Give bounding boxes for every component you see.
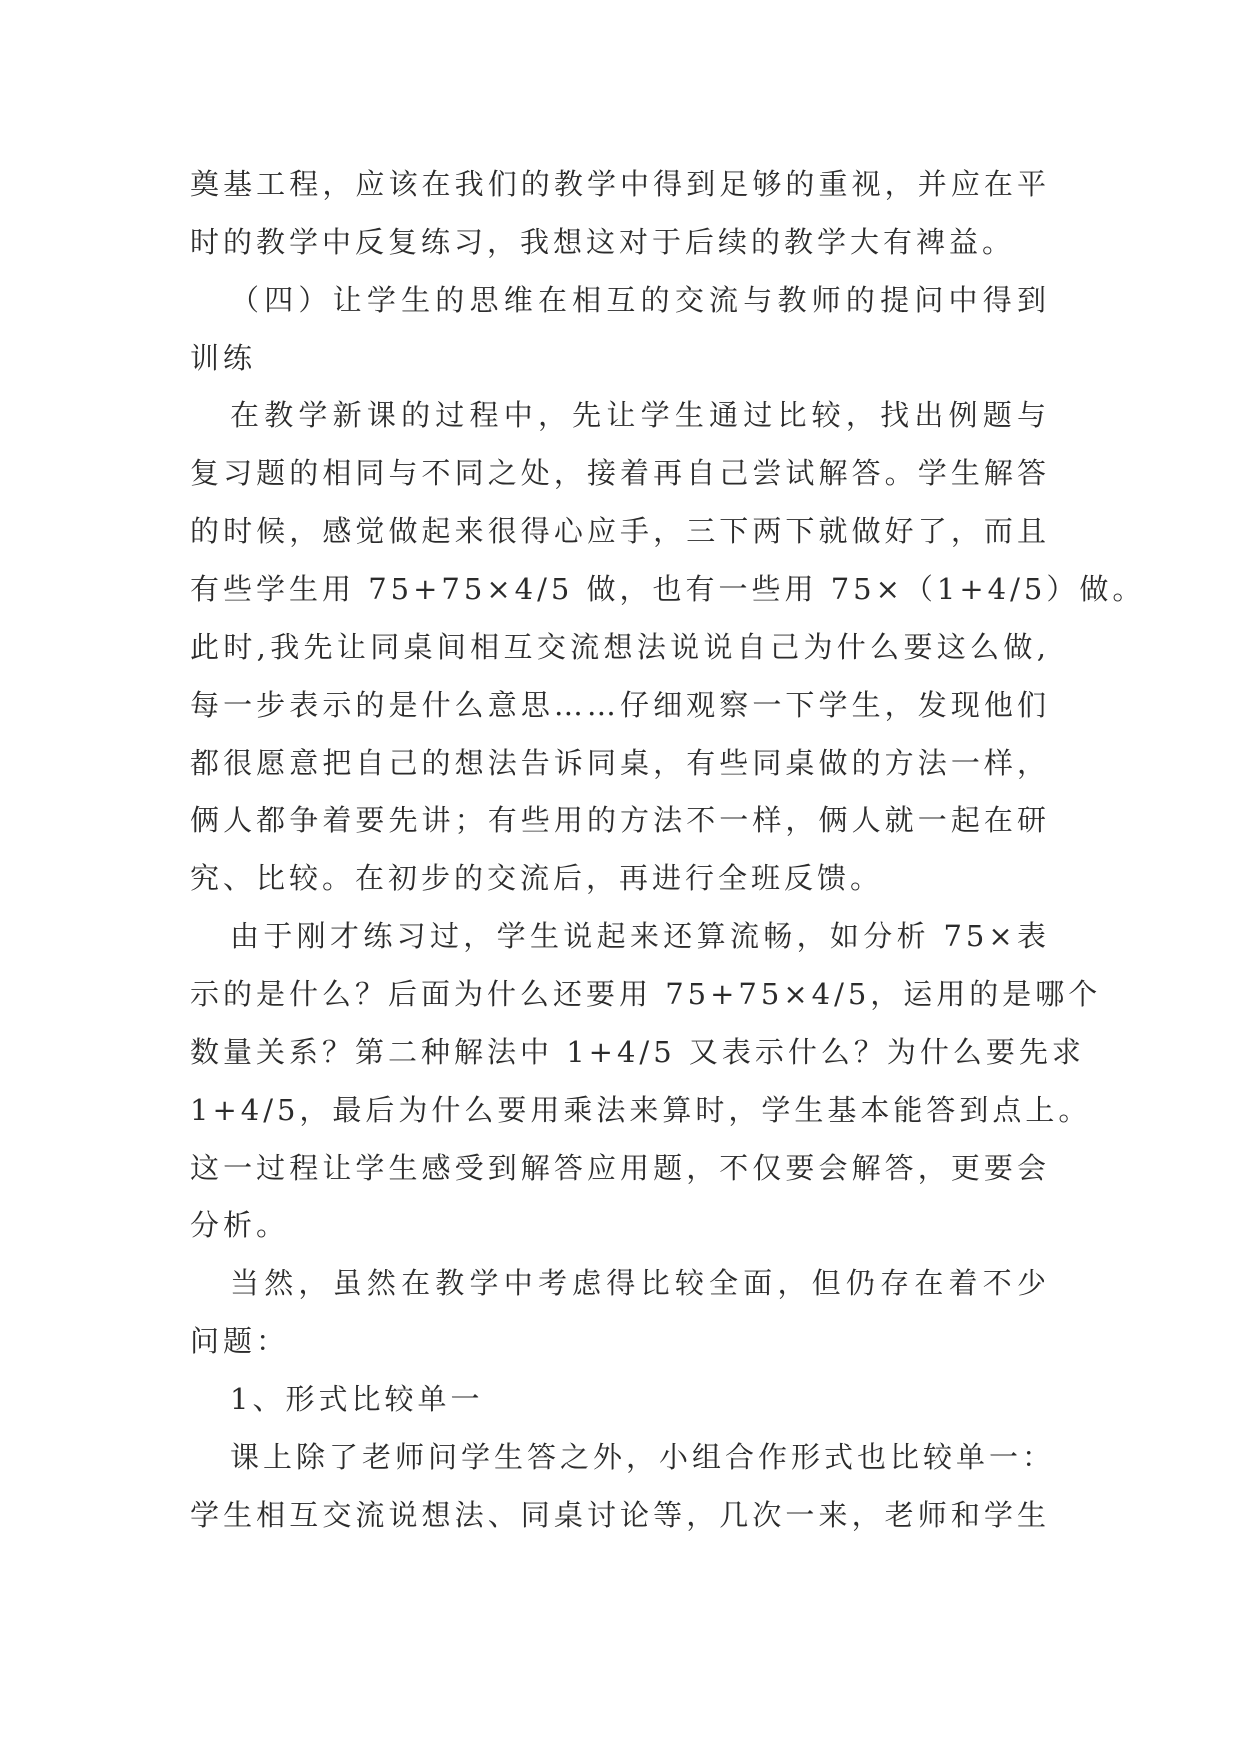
section-heading-line: （四）让学生的思维在相互的交流与教师的提问中得到 <box>230 282 1050 317</box>
text-line: 俩人都争着要先讲；有些用的方法不一样，俩人就一起在研 <box>190 803 1050 838</box>
text-line: 数量关系？第二种解法中 1+4/5 又表示什么？为什么要先求 <box>190 1034 1085 1069</box>
text-line: 奠基工程，应该在我们的教学中得到足够的重视，并应在平 <box>190 167 1050 201</box>
text-line: 每一步表示的是什么意思……仔细观察一下学生，发现他们 <box>190 687 1050 722</box>
text-line: 有些学生用 75+75×4/5 做，也有一些用 75×（1+4/5）做。 <box>190 572 1146 607</box>
text-line: 课上除了老师问学生答之外，小组合作形式也比较单一： <box>230 1439 1056 1474</box>
text-line: 都很愿意把自己的想法告诉同桌，有些同桌做的方法一样， <box>190 745 1050 780</box>
text-line: 究、比较。在初步的交流后，再进行全班反馈。 <box>190 861 884 896</box>
body-text <box>190 156 1146 1545</box>
text-line: 此时,我先让同桌间相互交流想法说说自己为什么要这么做, <box>190 629 1050 664</box>
text-line: 由于刚才练习过，学生说起来还算流畅，如分析 75×表 <box>230 919 1050 954</box>
text-line: 问题： <box>190 1324 290 1359</box>
text-line: 分析。 <box>190 1208 290 1243</box>
text-line: 1+4/5，最后为什么要用乘法来算时，学生基本能答到点上。 <box>190 1092 1092 1127</box>
text-line: 的时候，感觉做起来很得心应手，三下两下就做好了，而且 <box>190 514 1050 549</box>
text-line: 学生相互交流说想法、同桌讨论等，几次一来，老师和学生 <box>190 1497 1050 1532</box>
text-line: 当然，虽然在教学中考虑得比较全面，但仍存在着不少 <box>230 1266 1050 1301</box>
text-line: 复习题的相同与不同之处，接着再自己尝试解答。学生解答 <box>190 456 1050 491</box>
text-line: 在教学新课的过程中，先让学生通过比较，找出例题与 <box>230 398 1050 433</box>
text-line: 时的教学中反复练习，我想这对于后续的教学大有裨益。 <box>190 224 1016 259</box>
list-item-heading: 1、形式比较单一 <box>230 1382 484 1417</box>
section-heading-line: 训练 <box>190 340 257 375</box>
text-line: 这一过程让学生感受到解答应用题，不仅要会解答，更要会 <box>190 1150 1050 1185</box>
text-line: 示的是什么？后面为什么还要用 75+75×4/5，运用的是哪个 <box>190 977 1102 1012</box>
